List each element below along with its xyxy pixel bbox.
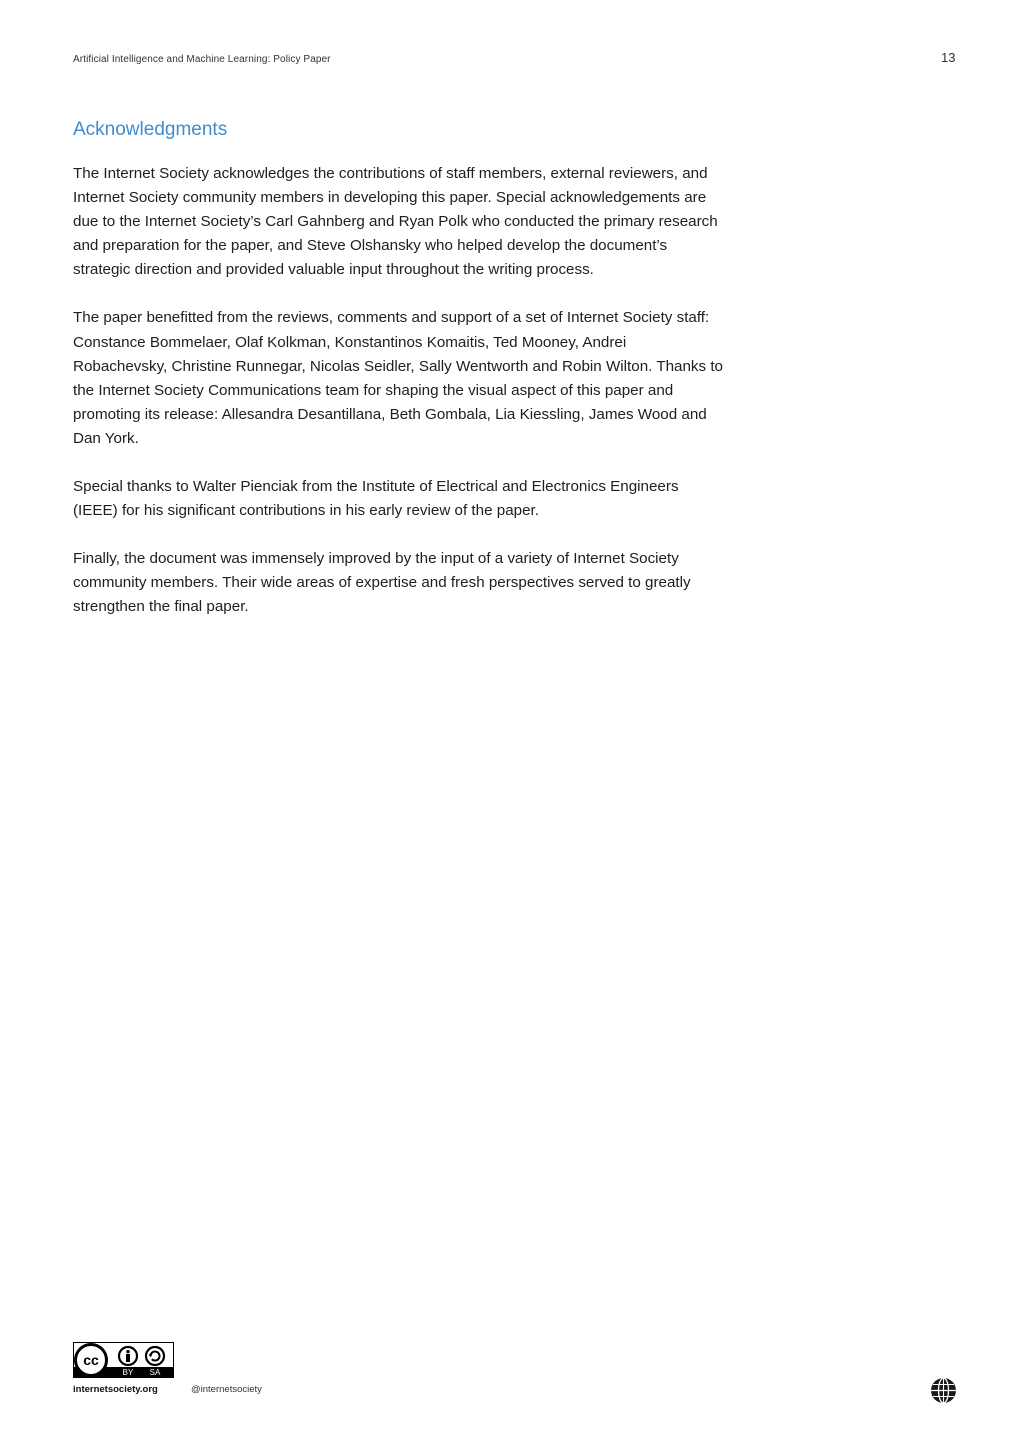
cc-logo-icon — [76, 1345, 107, 1376]
paragraph-ieee-thanks: Special thanks to Walter Pienciak from the Institute of Electrical and Electronics Engineers (IEEE) for his significant contributions in his early review of the paper. — [73, 478, 679, 520]
cc-mark-text: cc — [83, 1352, 99, 1368]
share-alike-icon — [146, 1347, 164, 1365]
license-by-label: BY — [122, 1368, 134, 1377]
paragraph-staff-reviewers: The paper benefitted from the reviews, comments and support of a set of Internet Society staff: Constance Bommelaer, Olaf Kolkman, Konstantinos Komaitis, Ted Mooney, Andrei Robachevsky, Christine Runnegar, Nicolas Seidler, Sally Wentworth and Robin Wilton. Thanks to the Internet Society Communications team for shaping the visual aspect of this paper and promoting its release: Allesandra Desantillana, Beth Gombala, Lia Kiessling, James Wood and Dan York. — [73, 309, 724, 447]
license-sa-label: SA — [149, 1368, 161, 1377]
attribution-icon — [119, 1347, 137, 1365]
creative-commons-by-sa-icon — [73, 1342, 174, 1378]
page-number: 13 — [941, 50, 956, 65]
section-heading: Acknowledgments — [73, 119, 228, 140]
paragraph-staff-contributions: The Internet Society acknowledges the contributions of staff members, external reviewers, and Internet Society community members in developing this paper. Special acknowledgements are due to the Internet Society’s Carl Gahnberg and Ryan Polk who conducted the primary research and preparation for the paper, and Steve Olshansky who helped develop the document’s strategic direction and provided valuable input throughout the writing process. — [73, 165, 718, 279]
footer-website-link[interactable]: internetsociety.org — [73, 1384, 158, 1395]
internet-society-logo-icon — [930, 1377, 957, 1404]
acknowledgments-body — [73, 162, 723, 644]
paragraph-community-thanks: Finally, the document was immensely improved by the input of a variety of Internet Society community members. Their wide areas of expertise and fresh perspectives served to greatly strengthen the final paper. — [73, 550, 691, 616]
running-header-title: Artificial Intelligence and Machine Learning: Policy Paper — [73, 54, 331, 65]
footer-social-handle[interactable]: @internetsociety — [191, 1384, 262, 1395]
